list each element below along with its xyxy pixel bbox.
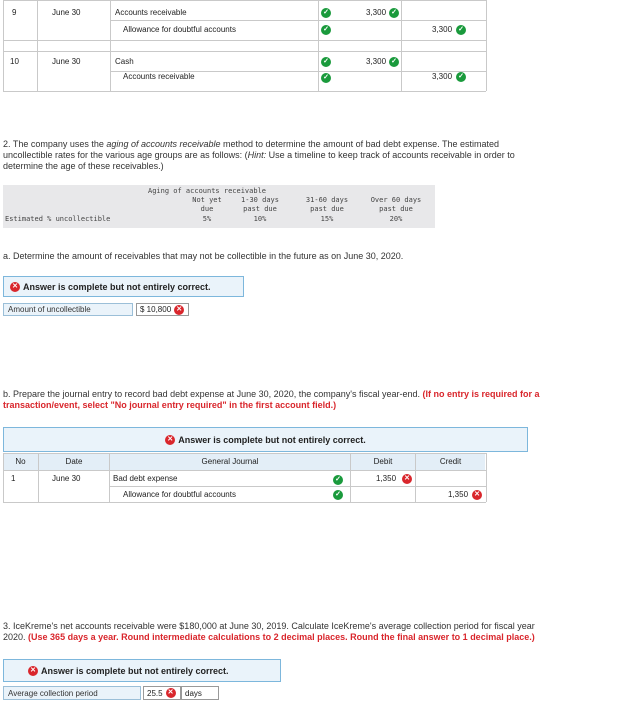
aging-header: Over 60 days: [370, 196, 422, 204]
aging-rate: 5%: [202, 215, 212, 223]
credit-field[interactable]: 3,300: [432, 72, 453, 81]
account-field[interactable]: Cash: [115, 57, 134, 66]
check-icon: ✓: [333, 490, 343, 500]
aging-header: past due: [379, 205, 413, 213]
header-debit: Debit: [351, 454, 415, 470]
question-2-text: 2. The company uses the aging of accounts receivable method to determine the amount of bad debt expense. The estimated uncollectible rates for the various age groups are as follows: (Hint: Use a timeline to keep track of accounts receivable in order to determine the age of these receivables.): [3, 139, 515, 171]
entry-number: 9: [12, 8, 17, 17]
aging-rate: 10%: [253, 215, 267, 223]
entry-number: 1: [11, 474, 16, 483]
error-icon: ✕: [472, 490, 482, 500]
amount-uncollectible-label: Amount of uncollectible: [3, 303, 133, 316]
answer-banner: ✕ Answer is complete but not entirely correct.: [3, 659, 281, 682]
entry-date: June 30: [52, 57, 81, 66]
account-field[interactable]: Allowance for doubtful accounts: [123, 25, 236, 34]
header-credit: Credit: [416, 454, 485, 470]
account-field[interactable]: Accounts receivable: [123, 72, 195, 81]
error-icon: ✕: [10, 282, 20, 292]
check-icon: ✓: [321, 57, 331, 67]
part-b-question: b. Prepare the journal entry to record bad debt expense at June 30, 2020, the company's fiscal year-end. (If no entry is required for a transaction/event, select "No journal entry required" in the first account field.): [3, 389, 540, 410]
average-collection-period-label: Average collection period: [3, 686, 141, 700]
error-icon: ✕: [28, 666, 38, 676]
entry-date: June 30: [52, 474, 81, 483]
days-unit-label: days: [181, 686, 219, 700]
check-icon: ✓: [389, 8, 399, 18]
amount-uncollectible-input[interactable]: $ 10,800 ✕: [136, 303, 189, 316]
aging-header: 31-60 days: [305, 196, 349, 204]
account-field[interactable]: Allowance for doubtful accounts: [123, 490, 236, 499]
entry-number: 10: [10, 57, 19, 66]
aging-header: past due: [243, 205, 277, 213]
header-date: Date: [39, 454, 109, 470]
check-icon: ✓: [389, 57, 399, 67]
error-icon: ✕: [166, 688, 176, 698]
account-field[interactable]: Bad debt expense: [113, 474, 178, 483]
credit-field[interactable]: 1,350: [448, 490, 469, 499]
aging-row-label: Estimated % uncollectible: [5, 215, 111, 223]
error-icon: ✕: [402, 474, 412, 484]
aging-title: Aging of accounts receivable: [148, 187, 267, 195]
credit-field[interactable]: 3,300: [432, 25, 453, 34]
aging-header: Not yet: [192, 196, 222, 204]
part-a-question: a. Determine the amount of receivables that may not be collectible in the future as on June 30, 2020.: [3, 251, 404, 261]
aging-rate: 20%: [389, 215, 403, 223]
debit-field[interactable]: 3,300: [366, 8, 387, 17]
check-icon: ✓: [456, 72, 466, 82]
answer-banner: ✕ Answer is complete but not entirely correct.: [3, 427, 528, 452]
check-icon: ✓: [456, 25, 466, 35]
aging-rate: 15%: [320, 215, 334, 223]
aging-header: past due: [310, 205, 344, 213]
debit-field[interactable]: 1,350: [376, 474, 397, 483]
answer-banner: ✕ Answer is complete but not entirely correct.: [3, 276, 244, 297]
account-field[interactable]: Accounts receivable: [115, 8, 187, 17]
aging-header: 1-30 days: [241, 196, 279, 204]
check-icon: ✓: [321, 8, 331, 18]
entry-date: June 30: [52, 8, 81, 17]
error-icon: ✕: [165, 435, 175, 445]
average-collection-period-input[interactable]: 25.5 ✕: [143, 686, 181, 700]
question-3-text: 3. IceKreme's net accounts receivable were $180,000 at June 30, 2019. Calculate IceKreme's average collection period for fiscal year 2020. (Use 365 days a year. Round intermediate calculations to 2 decimal places. Round the final answer to 1 decimal place.): [3, 621, 535, 642]
debit-field[interactable]: 3,300: [366, 57, 387, 66]
error-icon: ✕: [174, 305, 184, 315]
header-general-journal: General Journal: [110, 454, 350, 470]
check-icon: ✓: [321, 25, 331, 35]
check-icon: ✓: [321, 73, 331, 83]
check-icon: ✓: [333, 475, 343, 485]
header-no: No: [3, 454, 38, 470]
aging-header: due: [200, 205, 214, 213]
